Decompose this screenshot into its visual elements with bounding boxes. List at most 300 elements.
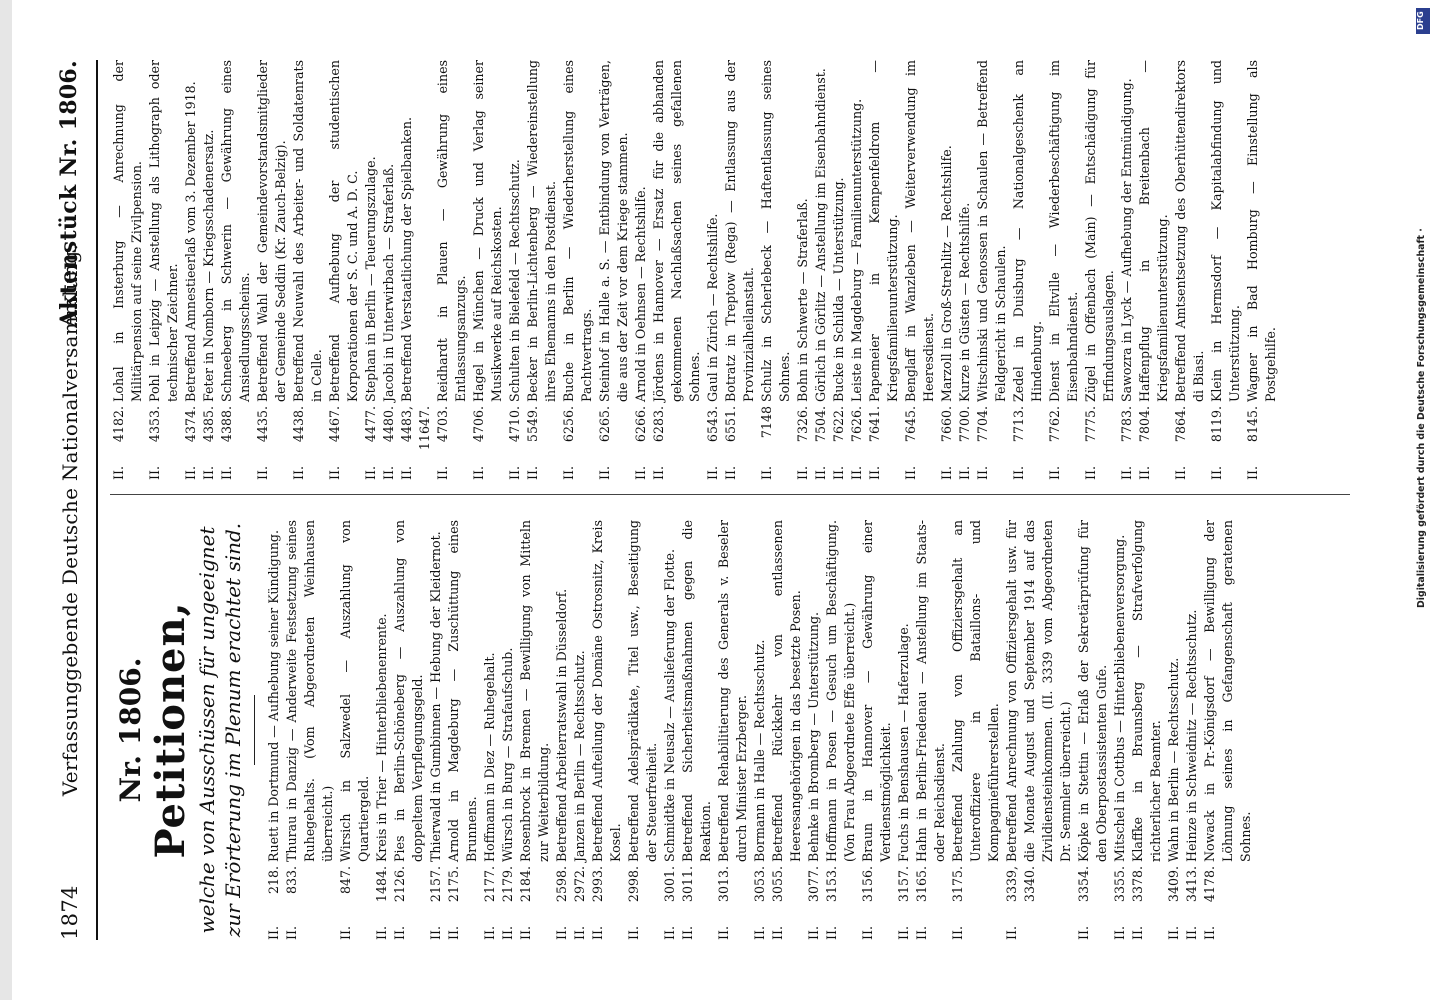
petition-text: Klaffke in Braunsberg — Strafverfolgung richterlicher Beamter. [1130, 520, 1163, 862]
petition-part: II. [507, 466, 522, 480]
petition-part: II. [939, 466, 954, 480]
petition-text: Betreffend Amtsentsetzung des Oberhüttendirektors di Biasi. [1173, 60, 1206, 402]
petition-number: 7762. [1047, 406, 1062, 443]
petition-number: 2179. [500, 866, 515, 903]
petition-entry [1201, 520, 1255, 940]
petition-number: 7804. [1137, 406, 1152, 443]
petition-text: Betreffend Rehabilitierung des Generals v. Beseler durch Minister Erzberger. [716, 520, 749, 862]
running-header [52, 60, 92, 940]
petition-part: II. [201, 466, 216, 480]
right-column [110, 60, 1350, 480]
petition-entry [632, 60, 650, 480]
petition-part: II. [435, 466, 450, 480]
petition-number: 3011. [680, 866, 695, 903]
petition-number: 7326. [795, 406, 810, 443]
petition-text: Bohn in Schwerte — Straferlaß. [795, 198, 810, 402]
petition-entry [1136, 60, 1172, 480]
petition-part: II. [1076, 926, 1091, 940]
petition-text: Görlich in Görlitz — Anstellung im Eisenbahndienst. [813, 68, 828, 402]
petition-text: Marzoll in Groß-Strehlitz — Rechtshilfe. [939, 145, 954, 402]
petition-entry [218, 60, 254, 480]
petition-number: 2177. [482, 866, 497, 903]
petition-text: Zedel in Duisburg — Nationalgeschenk an Hindenburg. [1011, 60, 1044, 402]
petition-text: Braun in Hannover — Gewährung einer Verdienstmöglichkeit. [860, 520, 893, 862]
petition-entry [391, 520, 427, 940]
petition-entry [949, 520, 1003, 940]
petition-number: 8145. [1245, 406, 1260, 443]
petition-part: II. [1119, 466, 1134, 480]
petition-entry [1111, 520, 1129, 940]
petition-number: 4710. [507, 406, 522, 443]
petition-part: II. [1011, 466, 1026, 480]
petition-part: II. [813, 466, 828, 480]
petition-text: Zügel in Offenbach (Main) — Entschädigung für Erfindungsauslagen. [1083, 60, 1116, 402]
petition-text: Kreis in Trier — Hinterbliebenenrente. [374, 613, 389, 862]
section-subheading: welche von Ausschüssen für ungeeignet zur Erörterung im Plenum erachtet sind. [195, 522, 245, 938]
petition-number: 3339, 3340. [1004, 866, 1037, 903]
petition-number: 3001. [662, 866, 677, 903]
petition-part: II. [1166, 926, 1181, 940]
petition-number: 2175. [446, 866, 461, 903]
petition-entry [146, 60, 182, 480]
petition-part: II. [1209, 466, 1224, 480]
petition-text: Kurze in Güsten — Rechtshilfe. [957, 202, 972, 402]
petition-text: Dienst in Eltville — Wiederbeschäftigung im Eisenbahndienst. [1047, 60, 1080, 402]
petition-part: II. [219, 466, 234, 480]
petition-part: II. [597, 466, 612, 480]
petition-entry [1183, 520, 1201, 940]
petition-number: 3355. [1112, 866, 1127, 903]
petition-entry [290, 60, 326, 480]
petition-entry [398, 60, 434, 480]
petition-entry [823, 520, 859, 940]
petition-entry [704, 60, 722, 480]
petition-part: II. [561, 466, 576, 480]
petition-entry [895, 520, 913, 940]
petition-part: II. [651, 466, 666, 480]
petition-part: II. [1112, 926, 1127, 940]
petition-part: II. [716, 926, 731, 940]
petition-text: Wahn in Berlin — Rechtsschutz. [1166, 657, 1181, 862]
petition-entry [794, 60, 812, 480]
petition-text: Steinhof in Halle a. S. — Entbindung von Verträgen, die aus der Zeit vor dem Kriege stammen. [597, 60, 630, 402]
petition-entry [1208, 60, 1244, 480]
petition-part: II. [957, 466, 972, 480]
petition-entry [499, 520, 517, 940]
petition-entry [506, 60, 524, 480]
petition-part: II. [525, 466, 540, 480]
petition-number: 6265. [597, 406, 612, 443]
petition-part: II. [291, 466, 306, 480]
petition-entry [571, 520, 589, 940]
petition-text: Pies in Berlin-Schöneberg — Auszahlung von doppeltem Verpflegungsgeld. [392, 520, 425, 862]
petition-entry [427, 520, 445, 940]
petition-entry [758, 60, 794, 480]
petition-part: II. [471, 466, 486, 480]
petition-text: Betreffend Rückkehr von entlassenen Heeresangehörigen in das besetzte Posen. [770, 520, 803, 862]
petition-text: Betreffend Anrechnung von Offiziersgehalt usw. für die Monate August und September 1914 auf das Zivildiensteinkommen. (II. 3339 vom Abgeordneten Dr. Semmler überreicht.) [1004, 520, 1073, 862]
petition-part: II. [111, 466, 126, 480]
petition-number: 6256. [561, 406, 576, 443]
petition-part: II. [824, 926, 839, 940]
petition-text: Schulz in Scherlebeck — Haftentlassung seines Sohnes. [759, 60, 792, 402]
petition-part: II. [327, 466, 342, 480]
petition-entry [182, 60, 200, 480]
petition-number: 3013. [716, 866, 731, 903]
petition-part: II. [626, 926, 641, 940]
petition-number: 6266. [633, 406, 648, 443]
petition-entry [373, 520, 391, 940]
petition-entry [524, 60, 560, 480]
petition-text: Heinze in Schweidnitz — Rechtsschutz. [1184, 609, 1199, 862]
petition-text: Jördens in Hannover — Ersatz für die abhanden gekommenen Nachlaßsachen seines gefallenen Sohnes. [651, 60, 702, 402]
petition-number: 4435. [255, 406, 270, 443]
petition-number: 3077. [806, 866, 821, 903]
section-rule [254, 695, 255, 765]
petition-number: 7704. [975, 406, 990, 443]
petition-part: II. [770, 926, 785, 940]
petition-part: II. [1047, 466, 1062, 480]
petition-text: Bucke in Schilda — Unterstützung. [831, 177, 846, 402]
petition-number: 3378. [1130, 866, 1145, 903]
petition-number: 7148 [759, 406, 774, 439]
petition-entry [110, 60, 146, 480]
petition-part: II. [759, 466, 774, 480]
petition-number: 4374. [183, 406, 198, 443]
petition-part: II. [572, 926, 587, 940]
petition-number: 2184. [518, 866, 533, 903]
petition-part: II. [1137, 466, 1152, 480]
petition-entry [1082, 60, 1118, 480]
petition-entry [553, 520, 571, 940]
petition-entry [1010, 60, 1046, 480]
petition-number: 218. [266, 866, 281, 895]
petition-text: Becker in Berlin-Lichtenberg — Wiedereinstellung ihres Ehemanns in den Postdienst. [525, 60, 558, 402]
petition-text: Jacobi in Unterwirbach — Straferlaß. [381, 163, 396, 402]
petition-entry [830, 60, 848, 480]
petition-entry [1172, 60, 1208, 480]
petition-text: Leiste in Magdeburg — Familienunterstützung. [849, 98, 864, 402]
petition-entry [974, 60, 1010, 480]
petition-text: Buche in Berlin — Wiederherstellung eines Pachtvertrags. [561, 60, 594, 402]
petition-number: 7504. [813, 406, 828, 443]
petition-part: II. [950, 926, 965, 940]
petition-number: 3153. [824, 866, 839, 903]
petition-number: 7626. [849, 406, 864, 443]
petition-entry [805, 520, 823, 940]
petition-entry [769, 520, 805, 940]
petition-text: Reidhardt in Plauen — Gewährung eines Entlassungsanzugs. [435, 60, 468, 402]
petition-text: Fuchs in Benshausen — Haferzulage. [896, 623, 911, 862]
petition-part: II. [446, 926, 461, 940]
petition-entry [812, 60, 830, 480]
petition-number: 4477. [363, 406, 378, 443]
petition-number: 4388. [219, 406, 234, 443]
petition-text: Betreffend Aufteilung der Domäne Ostrosnitz, Kreis Kosel. [590, 520, 623, 862]
petition-part: II. [806, 926, 821, 940]
petition-entry [434, 60, 470, 480]
petition-part: II. [266, 926, 281, 940]
petition-number: 4480. [381, 406, 396, 443]
petition-text: Sawozra in Lyck — Aufhebung der Entmündigung. [1119, 78, 1134, 402]
petition-text: Janzen in Berlin — Rechtsschutz. [572, 650, 587, 862]
petition-entry [481, 520, 499, 940]
petition-entry [1075, 520, 1111, 940]
petition-number: 3413. [1184, 866, 1199, 903]
petition-text: Hagel in München — Druck und Verlag seiner Musikwerke auf Reichskosten. [471, 60, 504, 402]
petition-text: Thurau in Danzig — Anderweite Festsetzung seines Ruhegehalts. (Vom Abgeordneten Weinhausen überreicht.) [284, 520, 335, 862]
petition-part: II. [1202, 926, 1217, 940]
petition-part: II. [662, 926, 677, 940]
petition-text: Wagner in Bad Homburg — Einstellung als Postgehilfe. [1245, 60, 1278, 402]
header-rule [96, 60, 98, 940]
petition-text: Wirsich in Salzwedel — Auszahlung von Quartiergeld. [338, 520, 371, 862]
petition-part: II. [723, 466, 738, 480]
petition-part: II. [795, 466, 810, 480]
petition-number: 3175. [950, 866, 965, 903]
petition-number: 3157. [896, 866, 911, 903]
petition-part: II. [284, 926, 299, 940]
section-heading: Petitionen, [147, 601, 194, 859]
petition-text: Lohal in Insterburg — Anrechnung der Militärpension auf seine Zivilpension. [111, 60, 144, 402]
petition-list-left [265, 520, 1255, 940]
petition-entry [679, 520, 715, 940]
petition-entry [848, 60, 866, 480]
petition-text: Thierwald in Gumbinnen — Hebung der Kleidernot. [428, 531, 443, 862]
petition-part: II. [147, 466, 162, 480]
petition-text: Betreffend Neuwahl des Arbeiter- und Soldatenrats in Celle. [291, 60, 324, 402]
petition-text: Hoffmann in Posen — Gesuch um Beschäftigung. (Von Frau Abgeordnete Effe überreicht.) [824, 520, 857, 862]
petition-entry [751, 520, 769, 940]
petition-entry [1046, 60, 1082, 480]
petition-part: II. [399, 466, 414, 480]
petition-list-right [110, 60, 1280, 480]
petition-number: 7864. [1173, 406, 1188, 443]
petition-number: 833. [284, 866, 299, 895]
petition-text: Witschinski und Genossen in Schaulen — Betreffend Feldgericht in Schaulen. [975, 60, 1008, 402]
petition-text: Mitschel in Cottbus — Hinterbliebenenversorgung. [1112, 534, 1127, 862]
petition-number: 4483, 11647. [399, 406, 432, 451]
petition-entry [902, 60, 938, 480]
petition-text: Rosenbrock in Bremen — Bewilligung von Mitteln zur Weiterbildung. [518, 520, 551, 862]
petition-part: II. [860, 926, 875, 940]
petition-text: Schneeberg in Schwerin — Gewährung eines Ansiedlungsscheins. [219, 60, 252, 402]
petition-number: 847. [338, 866, 353, 895]
petition-text: Betreffend Amnestieerlaß vom 3. Dezember 1918. [183, 81, 198, 402]
petition-text: Stephan in Berlin — Teuerungszulage. [363, 156, 378, 402]
petition-part: II. [381, 466, 396, 480]
petition-part: II. [1083, 466, 1098, 480]
petition-entry [380, 60, 398, 480]
petition-number: 3156. [860, 866, 875, 903]
petition-text: Arnold in Magdeburg — Zuschüttung eines Brunnens. [446, 520, 479, 862]
left-column [110, 520, 1350, 940]
petition-text: Hoffmann in Diez — Ruhegehalt. [482, 652, 497, 862]
petition-number: 3409. [1166, 866, 1181, 903]
petition-entry [337, 520, 373, 940]
petition-text: Würsch in Burg — Strafaufschub. [500, 647, 515, 862]
petition-entry [650, 60, 704, 480]
petition-text: Behnke in Bromberg — Unterstützung. [806, 611, 821, 862]
petition-part: II. [590, 926, 605, 940]
petition-entry [1129, 520, 1165, 940]
petition-part: II. [1173, 466, 1188, 480]
petition-number: 2998. [626, 866, 641, 903]
petition-text: Klein in Hermsdorf — Kapitalabfindung und Unterstützung. [1209, 60, 1242, 402]
petition-text: Hahn in Berlin-Friedenau — Anstellung im Staats- oder Reichsdienst. [914, 520, 947, 862]
petition-number: 6543. [705, 406, 720, 443]
petition-text: Ruett in Dortmund — Aufhebung seiner Kündigung. [266, 529, 281, 862]
petition-entry [517, 520, 553, 940]
petition-number: 6283. [651, 406, 666, 443]
petition-number: 5549. [525, 406, 540, 443]
petition-entry [362, 60, 380, 480]
petition-number: 4706. [471, 406, 486, 443]
petition-part: II. [554, 926, 569, 940]
petition-part: II. [482, 926, 497, 940]
petition-entry [470, 60, 506, 480]
petition-text: Betreffend Adelsprädikate, Titel usw., Beseitigung der Steuerfreiheit. [626, 520, 659, 862]
petition-entry [560, 60, 596, 480]
petition-text: Pohl in Leipzig — Anstellung als Lithograph oder technischer Zeichner. [147, 60, 180, 402]
petition-text: Betreffend Wahl der Gemeindevorstandsmitglieder der Gemeinde Seddin (Kr. Zauch-Belzig). [255, 60, 288, 402]
petition-text: Köpke in Stettin — Erlaß der Sekretärprüfung für den Oberpostassistenten Gufe. [1076, 520, 1109, 862]
petition-entry [1003, 520, 1075, 940]
petition-entry [200, 60, 218, 480]
petition-entry [283, 520, 337, 940]
petition-text: Betreffend Sicherheitsmaßnahmen gegen die Reaktion. [680, 520, 713, 862]
petition-part: II. [903, 466, 918, 480]
petition-part: II. [1004, 926, 1019, 940]
petition-entry [938, 60, 956, 480]
petition-part: II. [633, 466, 648, 480]
petition-text: Betreffend Zahlung von Offiziersgehalt an Unteroffiziere in Bataillons- und Kompagnieführerstellen. [950, 520, 1001, 862]
petition-entry [956, 60, 974, 480]
petition-number: 7641. [867, 406, 882, 443]
petition-number: 7645. [903, 406, 918, 443]
petition-part: II. [831, 466, 846, 480]
petition-entry [715, 520, 751, 940]
petition-number: 7713. [1011, 406, 1026, 443]
petition-number: 3055. [770, 866, 785, 903]
petition-text: Betreffend Arbeiterratswahl in Düsseldorf. [554, 588, 569, 862]
petition-part: II. [1245, 466, 1260, 480]
section-number: Nr. 1806. [114, 657, 147, 803]
petition-number: 8119. [1209, 406, 1224, 443]
petition-part: II. [1130, 926, 1145, 940]
document-page [40, 40, 1360, 960]
petition-number: 4438. [291, 406, 306, 443]
petition-number: 2993. [590, 866, 605, 903]
petition-number: 1484. [374, 866, 389, 903]
petition-text: Arnold in Oehnsen — Rechtshilfe. [633, 186, 648, 402]
petition-number: 7660. [939, 406, 954, 443]
petition-number: 3053. [752, 866, 767, 903]
petition-text: Schulten in Bielefeld — Rechtsschutz. [507, 159, 522, 402]
petition-entry [913, 520, 949, 940]
petition-part: II. [363, 466, 378, 480]
petition-part: II. [255, 466, 270, 480]
petition-number: 4178. [1202, 866, 1217, 903]
petition-number: 2126. [392, 866, 407, 903]
petition-part: II. [428, 926, 443, 940]
petition-text: Bormann in Halle — Rechtsschutz. [752, 639, 767, 862]
petition-entry [661, 520, 679, 940]
petition-entry [1118, 60, 1136, 480]
petition-part: II. [975, 466, 990, 480]
petition-number: 4703. [435, 406, 450, 443]
petition-entry [254, 60, 290, 480]
petition-part: II. [518, 926, 533, 940]
document-tag: Aktenstück Nr. 1806. [56, 60, 82, 328]
petition-part: II. [1184, 926, 1199, 940]
petition-text: Benglaff in Wanzleben — Weiterverwendung im Heeresdienst. [903, 60, 936, 402]
column-divider [110, 494, 1350, 495]
petition-number: 3165. [914, 866, 929, 903]
petition-entry [265, 520, 283, 940]
petition-number: 2157. [428, 866, 443, 903]
petition-entry [445, 520, 481, 940]
petition-part: II. [914, 926, 929, 940]
petition-entry [326, 60, 362, 480]
petition-number: 6551. [723, 406, 738, 443]
running-title: Verfassunggebende Deutsche Nationalversammlung. [58, 243, 82, 797]
petition-number: 7700. [957, 406, 972, 443]
petition-text: Betreffend Verstaatlichung der Spielbanken. [399, 117, 414, 402]
petition-entry [1244, 60, 1280, 480]
petition-number: 4467. [327, 406, 342, 443]
dfg-logo: DFG [1416, 8, 1430, 34]
dfg-credit-strip [1416, 8, 1430, 998]
petition-entry [1165, 520, 1183, 940]
petition-text: Gaul in Zürich — Rechtshilfe. [705, 213, 720, 402]
petition-number: 3354. [1076, 866, 1091, 903]
petition-text: Feter in Nomborn — Kriegsschadenersatz. [201, 129, 216, 402]
petition-entry [596, 60, 632, 480]
petition-entry [625, 520, 661, 940]
petition-number: 4353. [147, 406, 162, 443]
petition-entry [589, 520, 625, 940]
page-number: 1874 [58, 885, 82, 940]
petition-part: II. [849, 466, 864, 480]
petition-part: II. [867, 466, 882, 480]
petition-entry [859, 520, 895, 940]
petition-number: 4182. [111, 406, 126, 443]
petition-part: II. [183, 466, 198, 480]
petition-text: Botratz in Treptow (Rega) — Entlassung aus der Provinzialheilanstalt. [723, 60, 756, 402]
petition-text: Schmidtke in Neusalz — Auslieferung der Flotte. [662, 549, 677, 862]
petition-part: II. [705, 466, 720, 480]
dfg-credit-text: Digitalisierung gefördert durch die Deutsche Forschungsgemeinschaft · [1416, 228, 1427, 608]
petition-part: II. [680, 926, 695, 940]
petition-number: 7622. [831, 406, 846, 443]
petition-text: Nowack in Pr.-Königsdorf — Bewilligung der Löhnung seines in Gefangenschaft geratenen Sohnes. [1202, 520, 1253, 862]
petition-part: II. [896, 926, 911, 940]
petition-part: II. [392, 926, 407, 940]
petition-part: II. [500, 926, 515, 940]
petition-number: 2972. [572, 866, 587, 903]
petition-number: 7775. [1083, 406, 1098, 443]
petition-part: II. [374, 926, 389, 940]
petition-part: II. [338, 926, 353, 940]
petition-number: 2598. [554, 866, 569, 903]
petition-text: Betreffend Aufhebung der studentischen Korporationen der S. C. und A. D. C. [327, 60, 360, 402]
petition-entry [866, 60, 902, 480]
petition-text: Papemeier in Kempenfeldrom — Kriegsfamilienunterstützung. [867, 60, 900, 402]
petition-entry [722, 60, 758, 480]
petition-number: 7783. [1119, 406, 1134, 443]
petition-number: 4385. [201, 406, 216, 443]
